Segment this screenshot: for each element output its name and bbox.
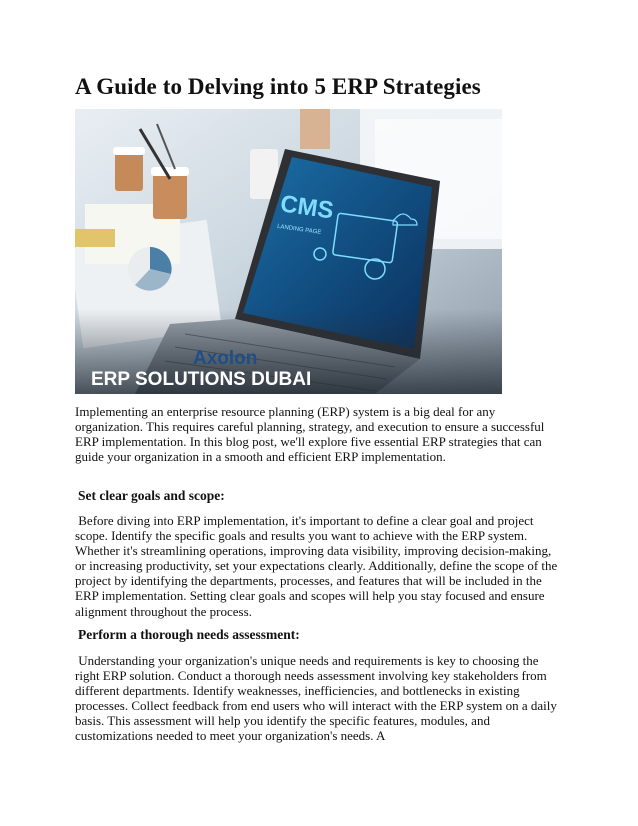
section-body-goals-text: Before diving into ERP implementation, it's important to define a clear goal and project scope. Identify the specific goals and results you want to achieve with the ERP system. Whether it's streamlining operations, improving data visibility, improving decision-making, or increasing productivity, set your expectations clearly. Additionally, define the scope of the project by identifying the departments, processes, and features that will be included in the ERP implementation. Setting clear goals and scopes will help you stay focused and ensure alignment throughout the process. <box>75 513 558 619</box>
screen-landing-text: LANDING PAGE <box>276 223 322 236</box>
section-body-needs-text: Understanding your organization's unique needs and requirements is key to choosing the right ERP solution. Conduct a thorough needs assessment involving key stakeholders from different departments. Identify weaknesses, inefficiencies, and bottlenecks in existing processes. Collect feedback from end users who will interact with the ERP system on a daily basis. This assessment will help you identify the specific features, modules, and customizations needed to meet your organization's needs. A <box>75 653 557 744</box>
intro-paragraph: Implementing an enterprise resource planning (ERP) system is a big deal for any organization. This requires careful planning, strategy, and execution to ensure a successful ERP implementation. In this blog post, we'll explore five essential ERP strategies that can guide your organization in a smooth and efficient ERP implementation. <box>75 404 545 465</box>
section-heading-needs: Perform a thorough needs assessment: <box>78 627 300 642</box>
hero-caption: ERP SOLUTIONS DUBAI <box>91 369 312 390</box>
section-body-needs <box>75 653 565 744</box>
section-heading-goals: Set clear goals and scope: <box>78 488 225 503</box>
section-body-goals <box>75 513 565 619</box>
screen-cms-text: CMS <box>278 190 336 225</box>
hero-image <box>75 109 502 394</box>
document-title: A Guide to Delving into 5 ERP Strategies <box>75 74 481 99</box>
brand-logo-text: Axolon <box>193 348 258 369</box>
